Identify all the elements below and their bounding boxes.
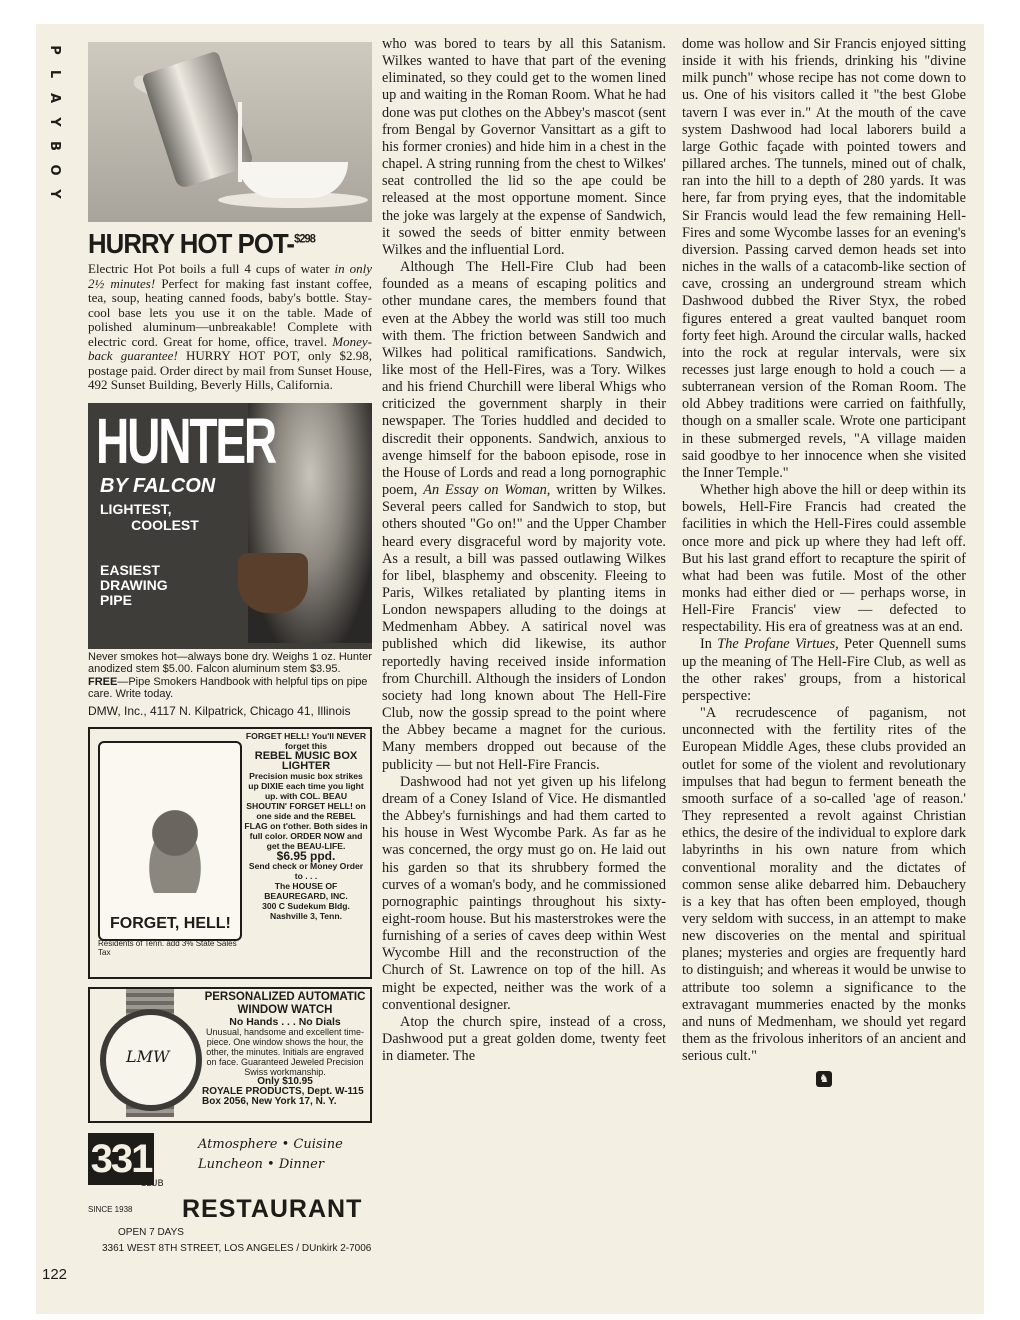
article-column-2 [682, 36, 966, 1087]
restaurant-name: RESTAURANT [182, 1195, 363, 1223]
hunter-address: DMW, Inc., 4117 N. Kilpatrick, Chicago 41, Illinois [88, 703, 351, 718]
hunter-by: BY FALCON [100, 474, 216, 497]
paragraph: In The Profane Virtues, Peter Quennell sums up the meaning of The Hell-Fire Club, as well as the other rakes' groups, from a historical perspective: [682, 636, 967, 704]
rabbit-end-mark-icon: ♞ [816, 1071, 832, 1087]
article-column-1 [382, 36, 666, 1065]
paragraph: who was bored to tears by all this Satanism. Wilkes wanted to have that part of the evening eliminated, so they could get to the women lined up and waiting in the Roman Room. What he had done was put clothes on the Abbey's mascot (sent from Bengal by Governor Vansittart as a gift to his former cronies) and hide him in a chest in the chapel. A string running from the chest to Wilkes' seat controlled the lid so the ape could be released at the most opportune moment. Since the joke was largely at the expense of Sandwich, it sowed the seeds of bitter enmity between Wilkes and the influential Lord. [382, 36, 666, 258]
paragraph: Although The Hell-Fire Club had been founded as a means of escaping politics and other mundane cares, the members found that even at the Abbey the world was still too much with them. The friction between Sandwich and Wilkes had political ramifications. Sandwich, like most of the Hell-Fires, was a Tory. Wilkes and his friend Churchill were liberal Whigs who criticized the government sharply in their newspaper. The Tories huddled and decided to discredit their opponents. Sandwich, anxious to avenge himself for the baboon episode, rose in the House of Lords and read a long pornographic poem, An Essay on Woman, written by Wilkes. Several peers called for Sandwich to stop, but others shouted "Go on!" and the Upper Chamber heard every disgraceful word by majority vote. As a result, a bill was passed outlawing Wilkes for libel, blasphemy and obscenity. Fleeing to Paris, Wilkes retaliated by planting items in London newspapers alluding to the doings at Medmenham Abbey. A satirical novel was published which did likewise, its author reportedly having received inside information from Churchill. Although the insiders of London society had long known about The Hell-Fire Club, now the gossip spread to the point where the Abbey became a magnet for the curious. Many members dropped out because of the publicity — but not Hell-Fire Francis. [382, 259, 666, 773]
hunter-tagline-1: LIGHTEST, COOLEST [100, 500, 199, 533]
paragraph: Atop the church spire, instead of a cross, Dashwood put a great golden dome, twenty feet in diameter. The [382, 1013, 666, 1065]
paragraph: Whether high above the hill or deep within its bowels, Hell-Fire Francis had created the facilities in which the Hell-Fires could assemble once more and pick up where they had left off. But his last grand effort to recapture the spirit of what had been was futile. Most of the other monks had either died or — perhaps worse, in Hell-Fire Francis' view — defected to respectability. His era of greatness was at an end. [682, 482, 966, 636]
lighter-illustration: FORGET, HELL! [98, 741, 242, 941]
hotpot-photo [88, 42, 372, 222]
hunter-copy: Never smokes hot—always bone dry. Weighs 1 oz. Hunter anodized stem $5.00. Falcon aluminum stem $3.95. FREE—Pipe Smokers Handbook with helpful tips on pipe care. Write today. DMW, Inc., 4117 N. Kilpatrick, Chicago 41, Illinois [88, 650, 372, 718]
watch-ad [88, 987, 372, 1123]
watch-text: PERSONALIZED AUTOMATIC WINDOW WATCH No Hands . . . No Dials Unusual, handsome and excellent time-piece. One window shows the hour, the other, the minutes. Initials are engraved on face. Guaranteed Jeweled Precision Swiss workmanship. Only $10.95 ROYALE PRODUCTS, Dept. W-115 Box 2056, New York 17, N. Y. [202, 991, 366, 1107]
hunter-tagline-2: EASIEST DRAWING PIPE [100, 561, 168, 608]
restaurant-logo: 331 [88, 1133, 154, 1185]
restaurant-address: 3361 WEST 8TH STREET, LOS ANGELES / DUnkirk 2-7006 [102, 1243, 372, 1254]
lighter-residents-note: Residents of Tenn. add 3% State Sales Tax [98, 939, 237, 957]
lighter-ad [88, 727, 372, 979]
paragraph: dome was hollow and Sir Francis enjoyed sitting inside it with his friends, drinking his "divine milk punch" whose recipe has not come down to us. One of his visitors called it "the best Globe tavern I was ever in." At the mouth of the cave system Dashwood had local laborers build a large Gothic façade with pointed towers and pillared arches. The tunnels, mined out of chalk, ran into the hill to a depth of 280 yards. It was here, far from prying eyes, that the indomitable Sir Francis would lead the few remaining Hell-Fires and some Wycombe lasses for an evening's diversion. Passing carved demon heads set into niches in the walls of a catacomb-like section of cave, crossing an underground stream which Dashwood dubbed the River Styx, the robed figures entered a great vaulted banquet room forty feet high. Around the circular walls, hacked into the rock at regular intervals, were six recesses just large enough to hold a couch — a subterranean version of the Roman Room. The old Abbey traditions were carried on faithfully, though on a smaller scale. Wrote one participant in these submerged revels, "A village maiden said goodbye to her innocence when she visited the Inner Temple." [682, 36, 966, 481]
hunter-brand: HUNTER [96, 404, 276, 477]
paragraph: "A recrudescence of paganism, not unconnected with the fertility rites of the European Middle Ages, these clubs provided an outlet for some of the violent and revolutionary impulses that had begun to ferment beneath the smooth surface of a so-called 'age of reason.' They represented a revolt against Christian ethics, the desire of the individual to explore dark labyrinths in his own nature from which conventional morality and the dictates of common sense alike debarred him. Debauchery is a key that has often been employed, though very seldom with success, in an attempt to make new discoveries on the mental and spiritual planes; mysteries and orgies are frequently hard to distinguish; and whereas it would be unwise to attribute too solemn a significance to the extravagant mummeries enacted by the monks and nuns of Medmenham, we should yet regard them as the frivolous inheritors of an ancient and serious cult." [682, 705, 966, 1065]
lighter-text: FORGET HELL! You'll NEVER forget this REBEL MUSIC BOX LIGHTER Precision music box strikes up DIXIE each time you light up. with COL. BEAU SHOUTIN' FORGET HELL! on one side and the REBEL FLAG on t'other. Both sides in full color. ORDER NOW and get the BEAU-LIFE. $6.95 ppd. Send check or Money Order to . . . The HOUSE OF BEAUREGARD, INC. 300 C Sudekum Bldg. Nashville 3, Tenn. [244, 731, 368, 921]
paragraph: Dashwood had not yet given up his lifelong dream of a Coney Island of Vice. He dismantled the Abbey's furnishings and had them carted to his house in West Wycombe Park. As far as he was concerned, the orgy must go on. He laid out his garden so that its shrubbery formed the curves of a woman's body, and he commissioned pornographic paintings throughout his sixty-eight-room house. But his masterstrokes were the furnishing of a series of caves deep within West Wycombe Hill and the reconstruction of the Church of St. Lawrence on top of the hill. As might be expected, neither was the work of a conventional designer. [382, 773, 666, 1013]
magazine-name-vertical: P L A Y B O Y [47, 45, 62, 199]
magazine-page [36, 24, 984, 1314]
restaurant-ad: 331 CLUB SINCE 1938 Atmosphere • Cuisine Luncheon • Dinner RESTAURANT OPEN 7 DAYS 3361 WEST 8TH STREET, LOS ANGELES / DUnkirk 2-7006 [88, 1133, 372, 1243]
watch-illustration: LMW [100, 1009, 202, 1111]
ad-column [88, 42, 373, 1254]
hunter-photo [88, 403, 372, 649]
hotpot-body: Electric Hot Pot boils a full 4 cups of water in only 2½ minutes! Perfect for making fast instant coffee, tea, soup, heating canned foods, baby's bottle. Stay-cool base lets you use it on the table. Made of polished aluminum—unbreakable! Complete with electric cord. Great for home, office, travel. Money-back guarantee! HURRY HOT POT, only $2.98, postage paid. Order direct by mail from Sunset House, 492 Sunset Building, Beverly Hills, California. [88, 261, 373, 392]
page-number: 122 [42, 1266, 68, 1283]
hotpot-title: HURRY HOT POT-$^{\$298}$ [88, 228, 315, 259]
hunter-pipe-ad [88, 403, 372, 718]
hotpot-ad [88, 42, 372, 393]
